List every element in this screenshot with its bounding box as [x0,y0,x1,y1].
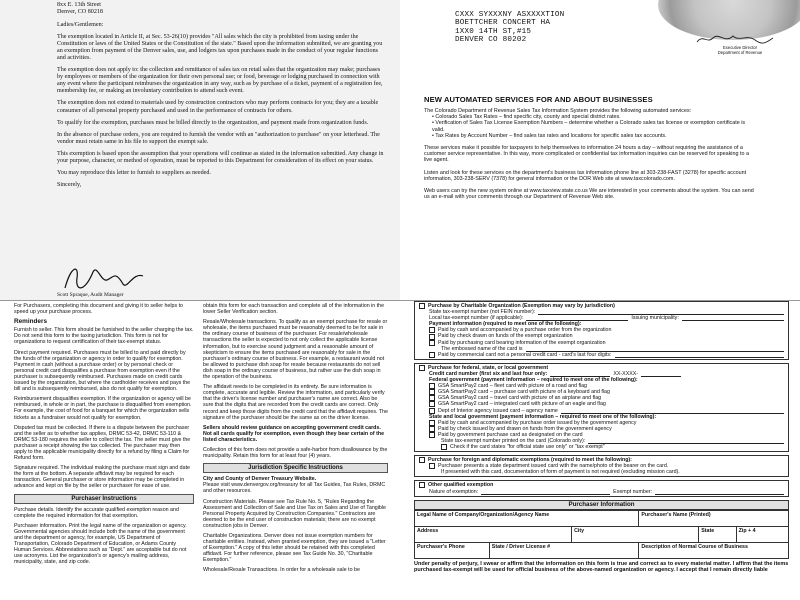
certification-text: Under penalty of perjury, I swear or affirm that the information on this form is true and correct as to every material matter. I affirm that the items purchased tax-exempt will be used for official business of the above-named organization or agency. I accept that I remain directly liable [414,560,789,573]
field-label: Credit card number (first six and last four only: [429,370,548,377]
foreign-checkbox[interactable] [419,457,425,463]
letter-salutation: Ladies/Gentlemen: [57,21,104,28]
option-label: Paid by check drawn on funds of the exempt organization [438,333,573,340]
notice-body [424,108,754,206]
revenue-notice [400,0,800,300]
option-label: Paid by cash and accompanied by purchase order issued by the government agency [438,419,637,426]
address-line: Denver, CO 80218 [57,8,103,15]
address-line: CXXX SYXXXNY ASXXXXTION [455,11,565,19]
letter-paragraph: The exemption located in Article II, at Sec. 53-26(10) provides "All sales which the city is prohibited from taxing under the Constitution or laws of the United States or the Constitution of the state." Based upon the information submitted, we are granting you an exemption from payment of the Denver sales, use, and lodgers tax upon purchases made in the conduct of your regular functions and activities. [57,33,383,61]
address-line: BOETTCHER CONCERT HA [455,19,551,28]
letter-paragraph: In the absence of purchase orders, you are required to furnish the vendor with an "authorization to purchase" on your letterhead. The vendor must retain same in his file to support the exempt sale. [57,131,380,145]
director-signature [695,32,775,46]
field-label: Local tax-exempt number (if applicable): [429,315,524,322]
address-line: 8xx E. 13th Street [57,2,102,8]
official-use-checkbox[interactable] [441,444,447,450]
notice-paragraph: These services make it possible for taxpayers to help themselves to information 24 hours a day – without requiring the assistance of a customer service representative. In this way, more complicated or confidential tax information inquiries can be reserved for speaking to a live agent. [424,145,749,164]
card-mask: XX-XXXX- [613,370,639,377]
instruction-text: Purchase details. Identify the accurate qualified exemption reason and complete the required information for that exemption. [14,506,179,519]
notice-intro: The Colorado Department of Revenue Sales Tax Information System provides the following automated services: [424,108,692,114]
list-item: • Verification of Sales Tax License Exemption Numbers – determine whether a Colorado sales tax license or exemption certificate is valid. [432,120,754,132]
field-label: State tax-exempt number (not FEIN number): [429,309,536,316]
letter-paragraph: The exemption does not apply to: the collection and remittance of sales tax on retail sales that the organization may make; purchases by employees or members of the organization for their own personal use; or food, beverage or lodging purchased in connection with any event where the participant reimburses the organization in any way, such as by purchase of a ticket, payment of a registration fee, membership fee, or making an involuntary contribution to attend such event. [57,67,383,95]
option-label: Paid by commercial card not a personal credit card - card's last four digits: [438,351,612,358]
letter-address [57,2,386,16]
fed-card-checkbox[interactable] [429,395,435,401]
option-label: Purchaser presents a state department issued card with the name/photo of the bearer on the card. [438,463,669,470]
state-payment-checkbox[interactable] [429,420,435,426]
list-item: • Colorado Sales Tax Rates – find specific city, county and special district rates. [432,114,754,120]
card-digits-field[interactable] [615,352,784,358]
instructions-right-column [203,303,388,578]
notice-paragraph: Listen and look for these services on the department's business tax information phone line at 303-238-FAST (3278) for specific account information, 303-238-SERV (7378) for general information or the DOR Web site at www.taxcolorado.com. [424,169,747,182]
option-label: Check if the card states "for official state use only" or "tax exempt" [450,444,605,451]
fed-card-checkbox[interactable] [429,401,435,407]
instruction-text: For Purchasers, completing this document and giving it to seller helps to speed up your purchase process. [14,303,183,316]
state-payment-checkbox[interactable] [429,432,435,438]
purchaser-name-cell[interactable]: Purchaser's Name (Printed) [639,510,789,526]
instruction-text: Collection of this form does not provide a safe-harbor from disallowance by the municipality. Retain this form for at least four (4) years. [203,446,388,460]
state-cell[interactable]: State [699,526,736,542]
phone-cell[interactable]: Purchaser's Phone [415,542,490,558]
field-label: Nature of exemption: [429,488,479,495]
notice-paragraph: Web users can try the new system online at www.taxview.state.co.us We are interested in your comments about the system. You can send us an e-mail with your comments through our Department of Revenue Web site. [424,188,754,201]
foreign-note: If presented with this card, documentation of form of payment is not required (excluding mission card). [441,469,680,476]
letter-paragraph: This exemption is based upon the assumption that your operations will continue as stated in the information submitted. Any change in your purpose, character, or method of operation, must be reported to this Department for consideration of its effect on your status. [57,150,384,164]
instructions-page [0,300,400,600]
issuing-municipality-field[interactable] [682,315,784,321]
section-heading: Other qualified exemption [428,482,494,489]
signature-caption [700,45,780,55]
address-cell[interactable]: Address [415,526,572,542]
purchaser-info-table [414,510,789,559]
fed-card-checkbox[interactable] [429,408,435,414]
purchaser-instructions-band: Purchaser Instructions [14,494,194,504]
federal-payment-label: Federal government (payment information – required to meet one of the following): [429,377,638,384]
signer-name: Scott Spraque, Audit Manager [57,292,124,298]
government-checkbox[interactable] [419,365,425,371]
option-label: Paid by government purchase card as designated on the card [438,431,583,438]
option-label: GSA SmartPay2 card – integrated card with picture of an eagle and flag [438,401,606,408]
payment-info-label: Payment information (required to meet one of the following): [429,321,582,328]
option-label: Paid by cash and accompanied by a purchase order from the organization [438,327,612,334]
other-checkbox[interactable] [419,482,425,488]
address-line: DENVER CO 80202 [455,36,527,45]
charitable-checkbox[interactable] [419,303,425,309]
option-label: GSA SmartPay2 card – purchase card with picture of a keyboard and flag [438,389,610,396]
state-tax-number-field[interactable] [588,438,784,444]
instruction-text: Purchaser information. Print the legal name of the organization or agency. Governmental agencies should include both the name of the government and the department or agency, for example, US Department of Transportation, Colorado Department of Education, or Adams County Human Services. Abbreviations such as "Dept." are acceptable but do not use acronyms. List the organization's or agency's mailing address, municipality, state, and zip code. [14,522,187,566]
state-payment-checkbox[interactable] [429,426,435,432]
option-label: GSA SmartPay2 card – fleet card with picture of a road and flag [438,383,587,390]
payment-checkbox[interactable] [429,327,435,333]
department-name: Department of Revenue [717,50,763,55]
instruction-text: Charitable Organizations. Denver does not issue exemption numbers for charitable entities. Instead, when granted exemption, they are issued a "Letter of Exemption." A copy of this letter should be retained with this completed affidavit. For further reference, please see Tax Guide No. 30, "Charitable Exemption." [203,533,386,564]
handwritten-signature [57,262,147,292]
instruction-text: Direct payment required. Purchases must be billed to and paid directly by the funds of the organization or agency in order to qualify for exemption. Payment in cash (without a purchase order) or by personal check or personal credit card disqualifies a purchase from exemption even if the purchaser is subsequently reimbursed. Purchases made on credit cards issued by the organization, but where the cardholder receives and pays the bill and is subsequently reimbursed, also do not qualify for exemption. [14,349,191,393]
zip-cell[interactable]: Zip + 4 [736,526,788,542]
fed-card-checkbox[interactable] [429,389,435,395]
option-label: Paid by check issued by and drawn on funds from the government agency [438,425,612,432]
nature-field[interactable] [481,489,610,495]
option-label: GSA SmartPay2 card – travel card with picture of an airplane and flag [438,395,602,402]
agency-name-field[interactable] [561,408,784,414]
instructions-left-column [14,303,194,569]
section-heading: Purchase for federal, state, or local government [428,364,549,371]
exemption-form [400,300,800,600]
letter-paragraph: To qualify for the exemption, purchases must be billed directly to the organization, and payment made from organization funds. [57,119,369,126]
fed-card-checkbox[interactable] [429,383,435,389]
legal-name-cell[interactable]: Legal Name of Company/Organization/Agency Name [415,510,639,526]
instruction-text: Signature required. The individual making the purchase must sign and date the form at the bottom. A separate affidavit may be required for each transaction. General purchaser or store information may be completed in advance and kept on file by the seller or purchaser for ease of use. [14,465,190,490]
letter-paragraph: You may reproduce this letter to furnish to suppliers as needed. [57,170,211,177]
form-body [414,301,789,573]
instruction-text: Furnish to seller. This form should be furnished to the seller charging the tax. Do not send this form to the taxing jurisdiction. This form is not for organizations to request certification of their tax-exempt status. [14,327,194,346]
instruction-text: Construction Materials. Please see Tax Rule No. 5, "Rules Regarding the Assessment and Collection of Sale and Use Tax on Sales and Use of Tangible Personal Property Acquired by Construction Companies." Contractors are deemed to be the end user of construction materials; there are no exempt construction jobs in Denver. [203,498,386,529]
service-list [424,114,754,139]
mailing-address [455,11,564,45]
government-section [414,363,789,452]
letter-paragraph: The exemption does not extend to materials used by construction contractors who may perform contracts for you; they are a taxable consumer of all personal property purchased and used in the performance of contracts for others. [57,100,379,114]
field-label: Exempt number: [613,488,653,495]
instruction-text: Resale/Wholesale transactions. To qualify as an exempt purchase for resale or wholesale, the items purchased must be reasonably deemed to be for sale in the ordinary course of business of the purchaser. For resale/wholesale transactions the seller is expected to not only collect the applicable license information, but to exercise sound judgment and a reasonable amount of skepticism to ensure the items purchased are reasonably for sale in the purchaser's ordinary course of business. For example, a restaurant would not be allowed to purchase dish soap for resale because restaurants do not sell dish soap in the ordinary course of business, but rather use the dish soap in the operation of the business. [203,319,388,381]
executive-title: Executive Director [723,45,757,50]
purchaser-info-band: Purchaser Information [414,500,789,510]
license-cell[interactable]: State / Driver License # [489,542,639,558]
section-heading: Purchase for foreign and diplomatic exemptions (required to meet the following): [428,457,632,464]
charitable-section [414,301,789,360]
instruction-text: obtain this form for each transaction and complete all of the information in the lower Seller Verification section. [203,303,385,316]
letter-closing: Sincerely, [57,182,82,189]
business-description-cell[interactable]: Description of Normal Course of Business [639,542,789,558]
section-heading: Purchase by Charitable Organization (Exemption may vary by jurisdiction) [428,303,615,309]
instruction-text: Sellers should review guidance on accepting government credit cards. Not all cards qualify for exemption, even though they bear certain of the listed characteristics. [203,424,385,443]
payment-checkbox[interactable] [429,334,435,340]
payment-checkbox[interactable] [429,340,435,346]
instruction-text: Disputed tax must be collected. If there is a dispute between the purchaser and the seller as to whether tax applies, DRMC 53-42, DRMC 53-110 & DRMC 53-180 requires the seller to collect the tax. The seller must give the purchaser a receipt showing the tax collected. The purchaser may then apply to the applicable municipality directly for a refund by filing a Claim for Refund form. [14,424,191,462]
signature-block [57,262,197,298]
other-section [414,480,789,496]
exempt-number-field[interactable] [655,489,784,495]
list-item: • Tax Rates by Account Number – find sales tax rates and locations for specific sales tax accounts. [432,133,754,139]
exemption-letter [0,0,400,300]
notice-title: NEW AUTOMATED SERVICES FOR AND ABOUT BUSINESSES [424,95,653,104]
state-payment-label: State and local government (payment information – required to meet one of the following): [429,413,657,420]
instruction-text: Wholesale/Resale Transactions. In order for a wholesale sale to be [203,567,360,574]
card-last-four-field[interactable] [641,371,681,377]
city-cell[interactable]: City [572,526,699,542]
instruction-text: City and County of Denver Treasury Website. [203,476,317,483]
payment-checkbox[interactable] [429,352,435,358]
jurisdiction-band: Jurisdiction Specific Instructions [203,463,388,473]
option-label: Dept of Interior agency issued card – agency name [438,407,558,414]
field-label: State tax-exempt number printed on the card (Colorado only): [441,437,586,444]
foreign-section [414,455,789,477]
field-label: The embossed name of the card is [441,345,523,352]
option-label: Paid by purchasing card bearing information of the exempt organization [438,339,606,346]
reminders-heading: Reminders [14,318,48,326]
foreign-card-checkbox[interactable] [429,463,435,469]
instruction-text: Please visit www.denvergov.org/treasury for all Tax Guides, Tax Rules, DRMC and other resources. [203,482,386,495]
address-line: 1XX0 14TH ST,#15 [455,27,532,36]
field-label: Issuing municipality: [631,315,679,322]
instruction-text: Reimbursement disqualifies exemption. If the organization or agency will be reimbursed, in whole or in part, the purchase is disqualified from exemption. For example, the cost of food for a banquet for which the organization sells tickets as a fundraiser would not qualify for exemption. [14,396,192,421]
instruction-text: The affidavit needs to be completed in its entirety. Be sure information is complete, accurate and legible. Review the information, and particularly verify that the driver's license number and purchaser's name are correct. Also be sure that the digits that are recorded from the credit cards are correct. Only record and keep those digits from the credit card that the affidavit requires. The signature of the purchaser should be the same as on the driver license. [203,384,389,421]
